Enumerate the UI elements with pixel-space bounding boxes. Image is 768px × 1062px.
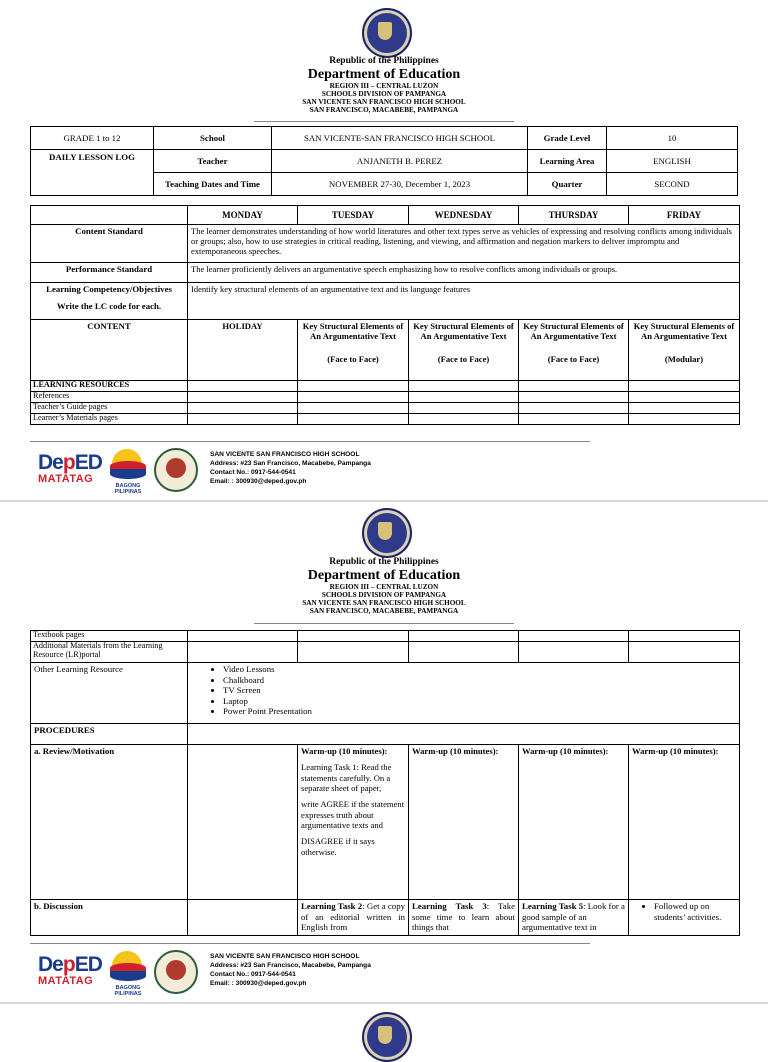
table-row xyxy=(31,745,740,900)
deped-wordmark: DepED xyxy=(38,451,102,474)
deped-seal-icon xyxy=(362,1012,412,1062)
bagong-pilipinas-logo xyxy=(104,447,152,495)
list-item: • TV Screen xyxy=(223,685,736,696)
school-seal-icon xyxy=(154,950,198,994)
grade-level-label: Grade Level xyxy=(528,127,607,150)
corner-cell xyxy=(31,206,188,225)
department-title: Department of Education xyxy=(307,67,461,83)
list-item: • Chalkboard xyxy=(223,675,736,686)
discussion-wednesday: Learning Task 3: Take some time to learn about things that xyxy=(409,900,519,936)
content-friday-topic: Key Structural Elements of An Argumentative Text xyxy=(633,321,735,342)
school-seal-icon xyxy=(154,448,198,492)
content-tuesday xyxy=(298,320,409,381)
quarter-label: Quarter xyxy=(528,173,607,196)
quarter-value: SECOND xyxy=(607,173,738,196)
content-wednesday xyxy=(409,320,519,381)
content-wednesday-topic: Key Structural Elements of An Argumentative Text xyxy=(413,321,514,342)
footer-contact xyxy=(210,953,371,989)
warmup-tuesday: Warm-up (10 minutes): xyxy=(301,746,388,756)
dates-value: NOVEMBER 27-30, December 1, 2023 xyxy=(272,173,528,196)
letterhead xyxy=(0,557,768,616)
content-thursday xyxy=(519,320,629,381)
content-thursday-topic: Key Structural Elements of An Argumentative Text xyxy=(523,321,624,342)
performance-standard-text: The learner proficiently delivers an argumentative speech emphasizing how to resolve conflicts among individuals or groups. xyxy=(188,263,740,283)
competency-label: Learning Competency/Objectives xyxy=(46,284,172,294)
review-label: a. Review/Motivation xyxy=(31,745,188,900)
review-tuesday xyxy=(298,745,409,900)
content-tuesday-mode: (Face to Face) xyxy=(327,353,379,364)
day-header-friday: FRIDAY xyxy=(629,206,740,225)
table-row xyxy=(31,381,740,392)
lesson-table-part1 xyxy=(30,205,740,425)
competency-text: Identify key structural elements of an argumentative text and its language features xyxy=(188,283,740,320)
tg-label: Teacher’s Guide pages xyxy=(31,403,188,414)
school-text: SAN VICENTE SAN FRANCISCO HIGH SCHOOL xyxy=(302,97,466,106)
table-row xyxy=(31,724,740,745)
footer-email: Email: : 300930@deped.gov.ph xyxy=(210,477,307,485)
footer-divider xyxy=(30,441,590,442)
region-text: REGION III – CENTRAL LUZON xyxy=(329,81,439,90)
references-label: References xyxy=(31,392,188,403)
learning-area-value: ENGLISH xyxy=(607,150,738,173)
footer-address: Address: #23 San Francisco, Macabebe, Pampanga xyxy=(210,961,371,969)
day-header-monday: MONDAY xyxy=(188,206,298,225)
competency-label-cell xyxy=(31,283,188,320)
content-thursday-mode: (Face to Face) xyxy=(547,353,600,364)
discussion-friday-list xyxy=(632,901,736,922)
content-friday xyxy=(629,320,740,381)
review-monday xyxy=(188,745,298,900)
letterhead xyxy=(0,56,768,115)
matatag-text: MATATAG xyxy=(38,975,94,987)
review-thursday xyxy=(519,745,629,900)
content-standard-label: Content Standard xyxy=(31,225,188,263)
day-header-wednesday: WEDNESDAY xyxy=(409,206,519,225)
address-text: SAN FRANCISCO, MACABEBE, PAMPANGA xyxy=(309,105,459,114)
footer-address: Address: #23 San Francisco, Macabebe, Pampanga xyxy=(210,459,371,467)
other-resource-cell xyxy=(188,663,740,724)
republic-text: Republic of the Philippines xyxy=(329,557,439,567)
review-wednesday xyxy=(409,745,519,900)
deped-wordmark: DepED xyxy=(38,953,102,976)
grade-level-value: 10 xyxy=(607,127,738,150)
lm-label: Learner’s Materials pages xyxy=(31,414,188,425)
textbook-label: Textbook pages xyxy=(31,631,188,642)
deped-seal-icon xyxy=(362,8,412,58)
warmup-friday: Warm-up (10 minutes): xyxy=(632,746,719,756)
task1-part-c: DISAGREE if it says otherwise. xyxy=(301,836,375,857)
discussion-tuesday: Learning Task 2: Get a copy of an editorial written in English from xyxy=(298,900,409,936)
additional-label: Additional Materials from the Learning Resource (LR)portal xyxy=(31,642,188,663)
teacher-value: ANJANETH B. PEREZ xyxy=(272,150,528,173)
list-item: • Laptop xyxy=(223,696,736,707)
republic-text: Republic of the Philippines xyxy=(329,56,439,66)
procedures-label: PROCEDURES xyxy=(31,724,188,745)
content-wednesday-mode: (Face to Face) xyxy=(437,353,490,364)
page-3 xyxy=(0,1004,768,1024)
dates-label: Teaching Dates and Time xyxy=(154,173,272,196)
discussion-monday xyxy=(188,900,298,936)
table-row xyxy=(31,631,740,642)
division-text: SCHOOLS DIVISION OF PAMPANGA xyxy=(321,590,447,599)
header-divider xyxy=(254,121,514,122)
header-divider xyxy=(254,623,514,624)
deped-seal-icon xyxy=(362,508,412,558)
content-standard-text: The learner demonstrates understanding of how world literatures and other text types serve as vehicles of expressing and resolving conflicts among individuals or groups; also, how to use strategies in critical reading, listening, and viewing, and affirmation and negation markers to deliver impromptu and extemporaneous speeches. xyxy=(188,225,740,263)
info-table xyxy=(30,126,738,196)
content-label: CONTENT xyxy=(31,320,188,381)
address-text: SAN FRANCISCO, MACABEBE, PAMPANGA xyxy=(309,606,459,615)
bagong-pilipinas-text: BAGONG PILIPINAS xyxy=(114,483,142,495)
other-resource-list xyxy=(191,664,736,717)
department-title: Department of Education xyxy=(307,568,461,584)
page-2 xyxy=(0,502,768,1002)
table-row xyxy=(31,414,740,425)
performance-standard-label: Performance Standard xyxy=(31,263,188,283)
content-tuesday-topic: Key Structural Elements of An Argumentative Text xyxy=(302,321,404,342)
school-label: School xyxy=(154,127,272,150)
footer-email: Email: : 300930@deped.gov.ph xyxy=(210,979,307,987)
bagong-pilipinas-logo xyxy=(104,949,152,997)
teacher-label: Teacher xyxy=(154,150,272,173)
deped-matatag-logo xyxy=(38,451,102,494)
bagong-pilipinas-text: BAGONG PILIPINAS xyxy=(114,985,142,997)
table-row xyxy=(31,642,740,663)
list-item: • Power Point Presentation xyxy=(223,706,736,717)
learning-area-label: Learning Area xyxy=(528,150,607,173)
warmup-wednesday: Warm-up (10 minutes): xyxy=(412,746,499,756)
review-friday xyxy=(629,745,740,900)
table-row xyxy=(31,392,740,403)
school-value: SAN VICENTE-SAN FRANCISCO HIGH SCHOOL xyxy=(272,127,528,150)
discussion-friday xyxy=(629,900,740,936)
lesson-table-part2 xyxy=(30,630,740,936)
task1-part-a: Learning Task 1: Read the statements carefully. On a separate sheet of paper, xyxy=(301,762,392,793)
division-text: SCHOOLS DIVISION OF PAMPANGA xyxy=(321,89,447,98)
footer-divider xyxy=(30,943,590,944)
day-header-thursday: THURSDAY xyxy=(519,206,629,225)
warmup-thursday: Warm-up (10 minutes): xyxy=(522,746,609,756)
matatag-text: MATATAG xyxy=(38,473,94,485)
table-row xyxy=(31,403,740,414)
log-title: DAILY LESSON LOG xyxy=(31,150,154,196)
footer-contact xyxy=(210,451,371,487)
list-item: • Video Lessons xyxy=(223,664,736,675)
discussion-label: b. Discussion xyxy=(31,900,188,936)
table-row xyxy=(31,663,740,724)
list-item: • Followed up on students’ activities. xyxy=(654,901,736,922)
day-header-tuesday: TUESDAY xyxy=(298,206,409,225)
other-resource-label: Other Learning Resource xyxy=(31,663,188,724)
footer-school: SAN VICENTE SAN FRANCISCO HIGH SCHOOL xyxy=(210,953,360,960)
footer-school: SAN VICENTE SAN FRANCISCO HIGH SCHOOL xyxy=(210,451,360,458)
footer-contact-no: Contact No.: 0917-544-0541 xyxy=(210,970,296,978)
task1-part-b: write AGREE if the statement expresses truth about argumentative texts and xyxy=(301,799,405,830)
footer-contact-no: Contact No.: 0917-544-0541 xyxy=(210,468,296,476)
region-text: REGION III – CENTRAL LUZON xyxy=(329,582,439,591)
content-friday-mode: (Modular) xyxy=(664,353,704,364)
learning-resources-label: LEARNING RESOURCES xyxy=(31,381,188,392)
discussion-thursday: Learning Task 5: Look for a good sample of an argumentative text in xyxy=(519,900,629,936)
competency-sub: Write the LC code for each. xyxy=(56,300,162,311)
page-1 xyxy=(0,0,768,500)
deped-matatag-logo xyxy=(38,953,102,996)
grade-range: GRADE 1 to 12 xyxy=(31,127,154,150)
table-row xyxy=(31,900,740,936)
school-text: SAN VICENTE SAN FRANCISCO HIGH SCHOOL xyxy=(302,598,466,607)
content-monday: HOLIDAY xyxy=(188,320,298,381)
